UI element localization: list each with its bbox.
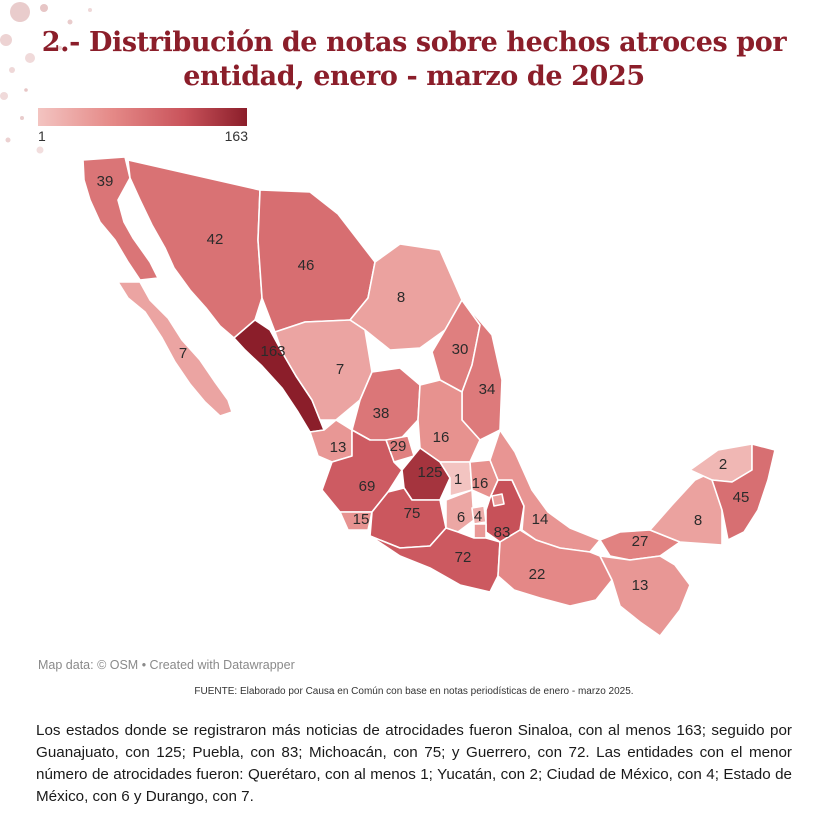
- value-label-colima: 15: [352, 510, 370, 528]
- value-label-veracruz: 14: [531, 510, 549, 528]
- value-label-ciudad-de-mexico: 4: [473, 507, 483, 525]
- value-label-san-luis-potosi: 16: [432, 428, 450, 446]
- value-label-chihuahua: 46: [297, 256, 315, 274]
- value-label-michoacan: 75: [403, 504, 421, 522]
- value-label-nuevo-leon: 30: [451, 340, 469, 358]
- value-label-queretaro: 1: [453, 470, 463, 488]
- value-label-puebla: 83: [493, 523, 511, 541]
- legend-gradient-bar: [38, 108, 247, 126]
- value-label-campeche: 8: [693, 511, 703, 529]
- legend-min-label: 1: [38, 128, 46, 144]
- value-label-sinaloa: 163: [260, 342, 286, 360]
- state-tlaxcala: [492, 494, 504, 506]
- value-label-sonora: 42: [206, 230, 224, 248]
- page-title: 2.- Distribución de notas sobre hechos atroces por entidad, enero - marzo de 2025: [41, 27, 787, 92]
- value-label-nayarit: 13: [329, 438, 347, 456]
- value-label-quintana-roo: 45: [732, 488, 750, 506]
- value-label-oaxaca: 22: [528, 565, 546, 583]
- value-label-hidalgo: 16: [471, 474, 489, 492]
- map-credit: Map data: © OSM • Created with Datawrapper: [38, 658, 295, 672]
- value-label-jalisco: 69: [358, 477, 376, 495]
- value-label-aguascalientes: 29: [389, 437, 407, 455]
- value-label-estado-de-mexico: 6: [456, 508, 466, 526]
- value-label-yucatan: 2: [718, 455, 728, 473]
- summary-paragraph: Los estados donde se registraron más noticias de atrocidades fueron Sinaloa, con al menos 163; seguido por Guanajuato, con 125; Puebla, con 83; Michoacán, con 75; y Guerrero, con 72. Las entidades con el menor número de atrocidades fueron: Querétaro, con al menos 1; Yucatán, con 2; Ciudad de México, con 4; Estado de México, con 6 y Durango, con 7.: [36, 722, 792, 805]
- legend-max-label: 163: [224, 128, 248, 144]
- source-note: FUENTE: Elaborado por Causa en Común con base en notas periodísticas de enero - marzo 2025.: [194, 686, 634, 697]
- value-label-tabasco: 27: [631, 532, 649, 550]
- choropleth-map: [0, 140, 828, 660]
- value-label-zacatecas: 38: [372, 404, 390, 422]
- state-morelos: [474, 524, 486, 538]
- value-label-baja-california: 39: [96, 172, 114, 190]
- state-campeche: [650, 472, 722, 545]
- value-label-guanajuato: 125: [417, 463, 443, 481]
- value-label-tamaulipas: 34: [478, 380, 496, 398]
- value-label-baja-california-sur: 7: [178, 344, 188, 362]
- states-layer: [83, 157, 775, 636]
- value-label-durango: 7: [335, 360, 345, 378]
- value-label-chiapas: 13: [631, 576, 649, 594]
- mexico-map-svg: [0, 140, 828, 660]
- state-chiapas: [600, 556, 690, 636]
- value-label-guerrero: 72: [454, 548, 472, 566]
- value-label-coahuila: 8: [396, 288, 406, 306]
